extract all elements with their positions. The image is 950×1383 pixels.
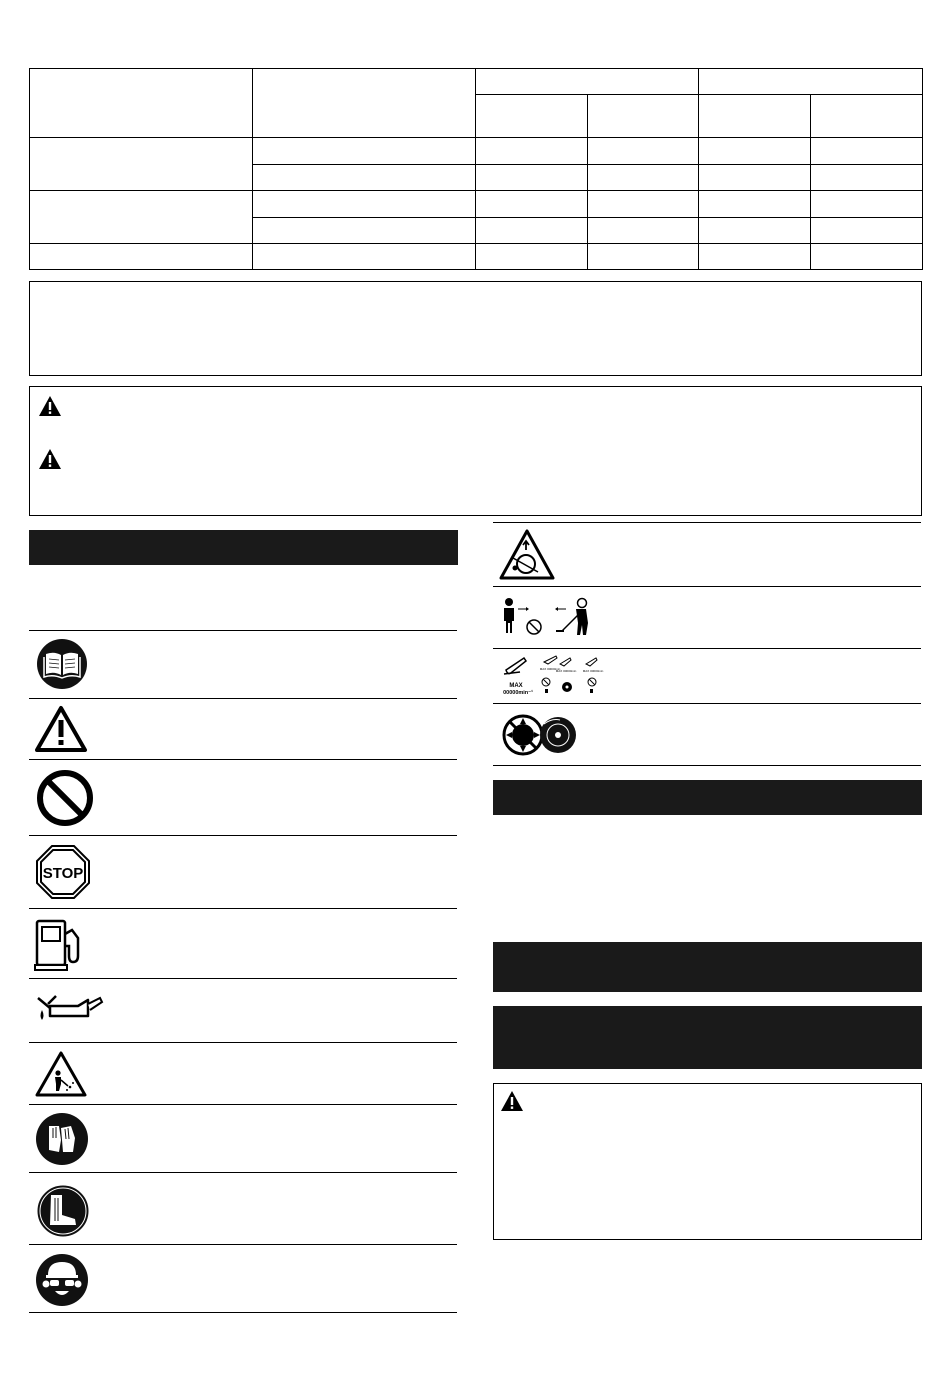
divider [29,759,457,760]
divider [493,648,921,649]
warning-box [493,1083,922,1240]
divider [493,522,921,523]
warning-triangle-icon [500,1090,524,1112]
helmet-goggles-icon [35,1253,89,1307]
warning-triangle-icon [38,448,62,470]
table-cell [588,244,699,270]
boots-icon [35,1183,91,1239]
table-cell [811,165,923,191]
divider [493,586,921,587]
fuel-pump-icon [34,918,84,972]
gloves-icon [35,1112,89,1166]
note-box [29,281,922,376]
svg-text:00000min⁻¹: 00000min⁻¹ [503,690,533,696]
table-cell [476,218,588,244]
table-header-cell [476,95,588,138]
table-cell [476,165,588,191]
svg-text:MAX 00000min: MAX 00000min [555,669,577,673]
divider [493,765,921,766]
svg-text:MAX: MAX [509,683,523,689]
prohibition-icon [35,768,95,828]
table-header-cell [699,69,923,95]
svg-text:MAX 00000min: MAX 00000min [582,669,604,673]
warning-box [29,386,922,516]
table-cell [253,218,476,244]
warning-triangle-icon [34,705,88,753]
table-cell [699,218,811,244]
table-cell [699,244,811,270]
table-cell [30,191,253,244]
divider [493,703,921,704]
table-cell [30,244,253,270]
divider [29,1042,457,1043]
table-cell [476,191,588,218]
table-cell [253,191,476,218]
table-cell [811,191,923,218]
table-cell [253,138,476,165]
table-cell [588,165,699,191]
table-header-cell [30,69,253,138]
table-header-cell [476,69,699,95]
table-cell [30,138,253,191]
svg-text:STOP: STOP [42,865,84,882]
table-cell [588,138,699,165]
kickback-icon [498,528,556,582]
table-cell [699,138,811,165]
section-heading-bar [493,1006,922,1069]
stop-sign-icon [35,844,91,900]
divider [29,978,457,979]
flying-objects-icon [34,1050,88,1098]
spec-table [29,68,923,270]
warning-triangle-icon [38,395,62,417]
table-header-cell [699,95,811,138]
table-cell [811,138,923,165]
table-cell [588,218,699,244]
oil-can-icon [36,990,104,1026]
section-heading-bar [493,942,922,992]
divider [29,698,457,699]
table-header-cell [253,69,476,138]
svg-text:MAX 00000min: MAX 00000min [539,667,561,671]
keep-distance-icon [498,595,594,639]
no-metal-blade-icon [502,714,578,756]
divider [29,1172,457,1173]
table-cell [476,244,588,270]
table-cell [476,138,588,165]
table-cell [253,165,476,191]
table-cell [699,165,811,191]
divider [29,1244,457,1245]
table-cell [253,244,476,270]
divider [29,835,457,836]
read-manual-icon [36,638,88,690]
divider [29,1104,457,1105]
divider [29,630,457,631]
table-cell [811,244,923,270]
section-heading-bar [493,780,922,815]
symbols-heading-bar [29,530,458,565]
table-header-cell [588,95,699,138]
table-cell [811,218,923,244]
divider [29,1312,457,1313]
max-speed-blades-icon [498,654,606,700]
table-cell [699,191,811,218]
divider [29,908,457,909]
table-cell [588,191,699,218]
table-header-cell [811,95,923,138]
